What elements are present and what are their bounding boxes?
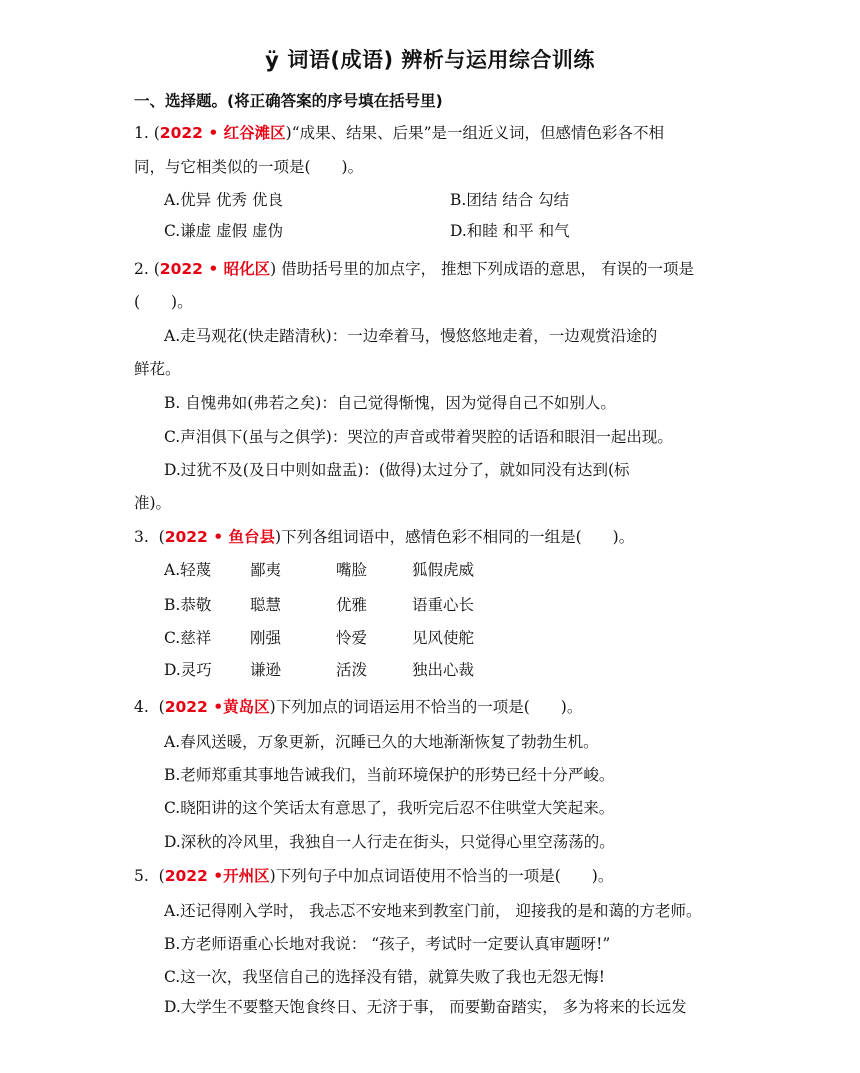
q3-c-word4: 见风使舵 (412, 629, 475, 647)
q3-b-word3: 优雅 (336, 596, 368, 614)
title-text: 词语(成语) 辨析与运用综合训练 (287, 48, 595, 72)
q3-b-word1: B.恭敬 (164, 596, 212, 614)
q1-option-b: B.团结 结合 勾结 (450, 191, 570, 209)
q3-c-word1: C.慈祥 (164, 629, 212, 647)
q5-option-d: D.大学生不要整天饱食终日、无济于事， 而要勤奋踏实， 多为将来的长远发 (164, 998, 687, 1016)
q3-a-word4: 狐假虎威 (412, 561, 475, 579)
q1-option-c: C.谦虚 虚假 虚伪 (164, 222, 284, 240)
title-mark: ÿ (265, 48, 280, 72)
page-title (0, 44, 860, 74)
q4-stem: 4. (2022 •黄岛区)下列加点的词语运用不恰当的一项是( )。 (134, 698, 583, 716)
q2-option-c: C.声泪俱下(虽与之俱学)：哭泣的声音或带着哭腔的话语和眼泪一起出现。 (164, 428, 673, 446)
q3-c-word3: 怜爱 (336, 629, 368, 647)
q4-number: 4. (134, 698, 149, 716)
q2-option-d-line2: 准)。 (134, 494, 172, 512)
q3-option-d (164, 660, 474, 680)
q5-stem-text: 下列句子中加点词语使用不恰当的一项是( )。 (275, 867, 614, 885)
q3-option-b (164, 595, 474, 615)
q5-option-a: A.还记得刚入学时， 我忐忑不安地来到教室门前， 迎接我的是和蔼的方老师。 (164, 902, 702, 920)
q3-b-word4: 语重心长 (412, 596, 475, 614)
q3-b-word2: 聪慧 (250, 596, 282, 614)
q5-stem: 5. (2022 •开州区)下列句子中加点词语使用不恰当的一项是( )。 (134, 867, 614, 885)
q4-stem-text: 下列加点的词语运用不恰当的一项是( )。 (275, 698, 583, 716)
q5-number: 5. (134, 867, 149, 885)
q4-source: 2022 •黄岛区 (164, 698, 270, 716)
q2-number: 2. (134, 260, 149, 278)
q5-source: 2022 •开州区 (164, 867, 270, 885)
q5-option-b: B.方老师语重心长地对我说： “孩子，考试时一定要认真审题呀!” (164, 935, 611, 953)
q4-option-c: C.晓阳讲的这个笑话太有意思了，我听完后忍不住哄堂大笑起来。 (164, 799, 615, 817)
q2-stem-line1: 2. (2022 • 昭化区) 借助括号里的加点字， 推想下列成语的意思， 有误的一项是 (134, 260, 694, 278)
q4-option-b: B.老师郑重其事地告诫我们，当前环境保护的形势已经十分严峻。 (164, 766, 615, 784)
q3-a-word1: A.轻蔑 (164, 561, 212, 579)
q1-number: 1. (134, 124, 149, 142)
q2-stem-line2: ( )。 (134, 293, 193, 311)
q3-number: 3. (134, 528, 149, 546)
q3-option-c (164, 628, 474, 648)
q2-option-b: B. 自愧弗如(弗若之矣)：自己觉得惭愧，因为觉得自己不如别人。 (164, 394, 616, 412)
q4-option-a: A.春风送暖，万象更新，沉睡已久的大地渐渐恢复了勃勃生机。 (164, 733, 599, 751)
q1-stem-line2: 同，与它相类似的一项是( )。 (134, 158, 364, 176)
q2-option-a-line2: 鲜花。 (134, 360, 181, 378)
q3-option-a (164, 560, 474, 580)
q2-stem-text: 借助括号里的加点字， 推想下列成语的意思， 有误的一项是 (281, 260, 694, 278)
q2-option-d-line1: D.过犹不及(及日中则如盘盂)：(做得)太过分了，就如同没有达到(标 (164, 461, 630, 479)
q4-option-d: D.深秋的冷风里，我独自一人行走在街头，只觉得心里空荡荡的。 (164, 833, 615, 851)
q3-d-word3: 活泼 (336, 661, 368, 679)
q2-source: 2022 • 昭化区 (159, 260, 271, 278)
q3-source: 2022 • 鱼台县 (164, 528, 276, 546)
section-heading: 一、选择题。(将正确答案的序号填在括号里) (134, 92, 443, 110)
q3-c-word2: 刚强 (250, 629, 282, 647)
q5-option-c: C.这一次，我坚信自己的选择没有错，就算失败了我也无怨无悔! (164, 968, 605, 986)
q2-option-a-line1: A.走马观花(快走踏清秋)：一边牵着马，慢悠悠地走着，一边观赏沿途的 (164, 327, 658, 345)
q1-option-a: A.优异 优秀 优良 (164, 191, 283, 209)
q1-stem-text: “成果、结果、后果”是一组近义词，但感情色彩各不相 (291, 124, 665, 142)
q3-d-word2: 谦逊 (250, 661, 282, 679)
q3-a-word3: 嘴脸 (336, 561, 368, 579)
q3-a-word2: 鄙夷 (250, 561, 282, 579)
q3-d-word4: 独出心裁 (412, 661, 475, 679)
q1-option-d: D.和睦 和平 和气 (450, 222, 570, 240)
q3-stem: 3. (2022 • 鱼台县)下列各组词语中，感情色彩不相同的一组是( )。 (134, 528, 635, 546)
q3-stem-text: 下列各组词语中，感情色彩不相同的一组是( )。 (281, 528, 635, 546)
q1-stem-line1: 1. (2022 • 红谷滩区)“成果、结果、后果”是一组近义词，但感情色彩各不相 (134, 124, 665, 142)
q1-source: 2022 • 红谷滩区 (159, 124, 286, 142)
q3-d-word1: D.灵巧 (164, 661, 212, 679)
